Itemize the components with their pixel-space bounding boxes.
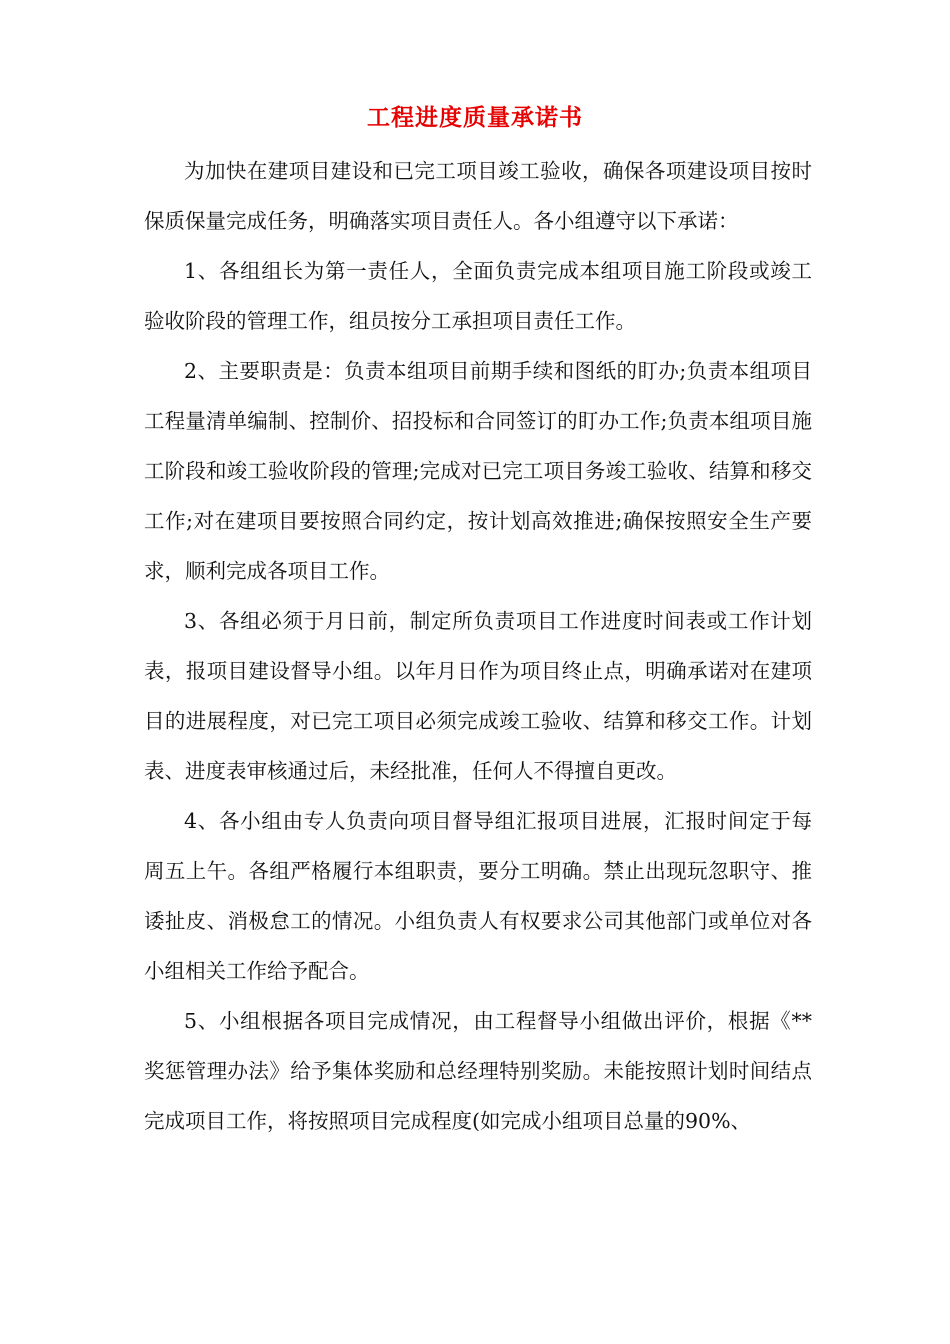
paragraph-item-3: 3、各组必须于月日前，制定所负责项目工作进度时间表或工作计划表，报项目建设督导小组。以年月日作为项目终止点，明确承诺对在建项目的进展程度，对已完工项目必须完成竣工验收、结算和移交工作。计划表、进度表审核通过后，未经批准，任何人不得擅自更改。 — [144, 609, 812, 783]
paragraph-item-2: 2、主要职责是：负责本组项目前期手续和图纸的盯办;负责本组项目工程量清单编制、控制价、招投标和合同签订的盯办工作;负责本组项目施工阶段和竣工验收阶段的管理;完成对已完工项目务竣工验收、结算和移交工作;对在建项目要按照合同约定，按计划高效推进;确保按照安全生产要求，顺利完成各项目工作。 — [144, 359, 812, 583]
paragraph-item-5: 5、小组根据各项目完成情况，由工程督导小组做出评价，根据《**奖惩管理办法》给予集体奖励和总经理特别奖励。未能按照计划时间结点完成项目工作，将按照项目完成程度(如完成小组项目总量的90%、 — [144, 1009, 812, 1133]
paragraph-item-4: 4、各小组由专人负责向项目督导组汇报项目进展，汇报时间定于每周五上午。各组严格履行本组职责，要分工明确。禁止出现玩忽职守、推诿扯皮、消极怠工的情况。小组负责人有权要求公司其他部门或单位对各小组相关工作给予配合。 — [144, 809, 812, 983]
paragraph-intro: 为加快在建项目建设和已完工项目竣工验收，确保各项建设项目按时保质保量完成任务，明确落实项目责任人。各小组遵守以下承诺： — [144, 159, 812, 233]
paragraph-item-1: 1、各组组长为第一责任人，全面负责完成本组项目施工阶段或竣工验收阶段的管理工作，组员按分工承担项目责任工作。 — [144, 259, 812, 333]
document-body — [144, 146, 812, 1146]
document-title: 工程进度质量承诺书 — [367, 104, 583, 131]
